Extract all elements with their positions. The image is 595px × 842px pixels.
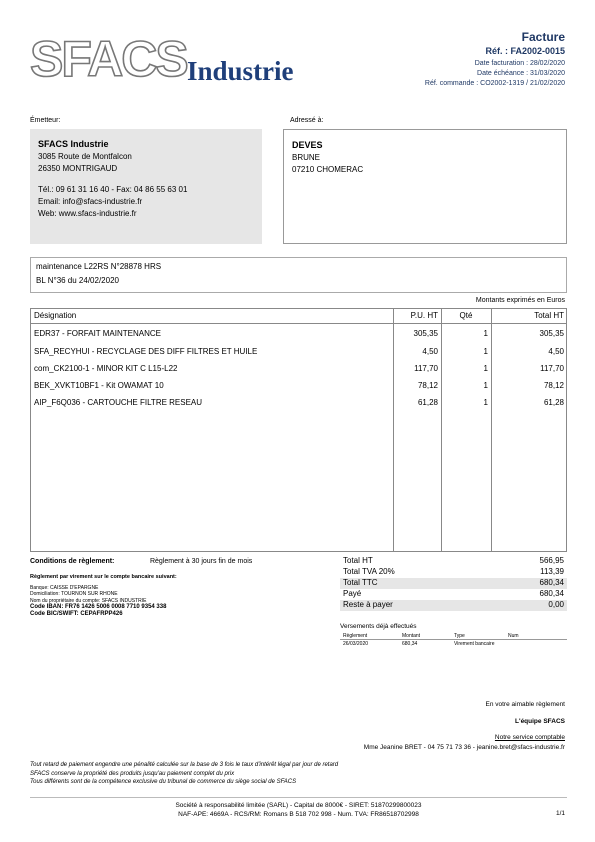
accounting-service: Notre service comptable: [494, 734, 565, 741]
remaining-row: Reste à payer 0,00: [340, 600, 567, 611]
recipient-label: Adressé à:: [290, 117, 324, 124]
footer-line-2: NAF-APE: 4669A - RCS/RM: Romans B 518 702 998 - Num. TVA: FR86518702998: [178, 811, 419, 818]
row-quantity: 1: [483, 398, 488, 407]
conditions-value: Règlement à 30 jours fin de mois: [149, 558, 253, 565]
emitter-address2: 26350 MONTRIGAUD: [38, 164, 118, 173]
closing-greeting: En votre aimable règlement: [485, 701, 565, 708]
row-quantity: 1: [483, 329, 488, 338]
emitter-address1: 3085 Route de Montfalcon: [38, 152, 132, 161]
payments-made: [340, 623, 567, 648]
header-designation: Désignation: [34, 311, 77, 320]
accounting-contact: Mme Jeanine BRET - 04 75 71 73 36 - jeanine.bret@sfacs-industrie.fr: [363, 744, 565, 751]
row-total: 61,28: [543, 398, 564, 407]
emitter-email[interactable]: Email: info@sfacs-industrie.fr: [38, 197, 143, 206]
emitter-name: SFACS Industrie: [38, 139, 109, 149]
logo-subtext: Industrie: [187, 56, 294, 86]
row-unit-price: 117,70: [414, 364, 438, 373]
emitter-website[interactable]: Web: www.sfacs-industrie.fr: [38, 209, 137, 218]
total-tva-row: Total TVA 20% 113,39: [343, 567, 564, 576]
row-designation: AIP_F6Q036 - CARTOUCHE FILTRE RESEAU: [34, 398, 203, 407]
invoice-date: Date facturation : 28/02/2020: [474, 60, 565, 67]
closing-team: L'équipe SFACS: [515, 718, 565, 725]
row-designation: EDR37 - FORFAIT MAINTENANCE: [34, 329, 161, 338]
legal-line-1: Tout retard de paiement engendre une pénalité calculée sur la base de 3 fois le taux d'intérêt légal par jour de retard: [30, 762, 339, 768]
payments-header: Règlement Montant Type Num: [340, 633, 567, 640]
bank-name: Banque: CAISSE D'EPARGNE: [30, 585, 99, 591]
recipient-box: [283, 129, 567, 244]
line-items-table: [30, 308, 567, 552]
note-line-1: maintenance L22RS N°28878 HRS: [36, 262, 162, 271]
total-ht-row: Total HT 566,95: [343, 556, 564, 565]
company-logo: [30, 32, 315, 88]
header-unit-price: P.U. HT: [410, 311, 438, 320]
account-owner: Nom du propriétaire du compte: SFACS INDUSTRIE: [30, 597, 147, 604]
header-divider: [31, 323, 566, 324]
row-total: 78,12: [543, 381, 564, 390]
row-unit-price: 305,35: [413, 329, 438, 338]
conditions-label: Conditions de règlement:: [30, 558, 115, 565]
total-ttc-row: Total TTC 680,34: [340, 578, 567, 589]
due-date: Date échéance : 31/03/2020: [477, 70, 565, 77]
row-unit-price: 4,50: [422, 347, 438, 356]
emitter-box: [30, 129, 262, 244]
page-number: 1/1: [555, 810, 565, 817]
header-total: Total HT: [534, 311, 564, 320]
payments-title: Versements déjà effectués: [340, 623, 417, 630]
footer-line-1: Société à responsabilité limitée (SARL) - Capital de 8000€ - SIRET: 51870299800023: [175, 802, 422, 809]
currency-note: Montants exprimés en Euros: [475, 297, 565, 304]
table-row: [31, 326, 566, 343]
bank-domiciliation: Domiciliation: TOURNON SUR RHONE: [30, 591, 118, 598]
row-unit-price: 61,28: [417, 398, 438, 407]
order-reference: Réf. commande : CO2002-1319 / 21/02/2020: [424, 80, 565, 87]
legal-line-3: Tous différents sont de la compétence exclusive du tribunal de commerce du siège social de SFACS: [30, 779, 297, 785]
emitter-phone: Tél.: 09 61 31 16 40 - Fax: 04 86 55 63 01: [38, 185, 188, 194]
paid-row: Payé 680,34: [343, 589, 564, 598]
row-unit-price: 78,12: [417, 381, 438, 390]
emitter-label: Émetteur:: [30, 117, 61, 124]
row-designation: BEK_XVKT10BF1 - Kit OWAMAT 10: [34, 381, 164, 390]
table-row: [31, 361, 566, 378]
header-quantity: Qté: [459, 311, 473, 320]
payment-conditions: [30, 558, 330, 619]
recipient-line1: BRUNE: [292, 153, 321, 162]
transfer-title: Règlement par virement sur le compte bancaire suivant:: [30, 574, 177, 580]
row-quantity: 1: [483, 381, 488, 390]
payment-row: 26/03/2020 680,34 Virement bancaire: [343, 641, 495, 647]
row-quantity: 1: [483, 347, 488, 356]
legal-notice: [30, 761, 338, 787]
recipient-name: DEVES: [292, 140, 323, 150]
document-title: Facture: [521, 30, 565, 44]
row-total: 305,35: [539, 329, 564, 338]
document-reference: Réf. : FA2002-0015: [485, 46, 565, 56]
invoice-note-box: [30, 257, 567, 293]
row-quantity: 1: [483, 364, 488, 373]
row-designation: com_CK2100-1 - MINOR KIT C L15-L22: [34, 364, 178, 373]
iban: Code IBAN: FR76 1426 5006 0008 7710 9354 338: [30, 603, 167, 610]
totals-block: [340, 556, 567, 611]
bic: Code BIC/SWIFT: CEPAFRPP426: [30, 611, 123, 618]
note-line-2: BL N°36 du 24/02/2020: [36, 276, 119, 285]
row-designation: SFA_RECYHUI - RECYCLAGE DES DIFF FILTRES ET HUILE: [34, 347, 258, 356]
table-row: [31, 344, 566, 361]
footer-divider: [30, 797, 567, 798]
legal-line-2: SFACS conserve la propriété des produits jusqu'au paiement complet du prix: [30, 770, 235, 777]
row-total: 4,50: [548, 347, 564, 356]
table-row: [31, 395, 566, 412]
row-total: 117,70: [540, 364, 564, 373]
table-row: [31, 378, 566, 395]
document-header: [425, 30, 565, 89]
logo-text: SFACS: [30, 32, 187, 87]
footer: [30, 801, 567, 819]
recipient-line2: 07210 CHOMERAC: [292, 165, 364, 174]
